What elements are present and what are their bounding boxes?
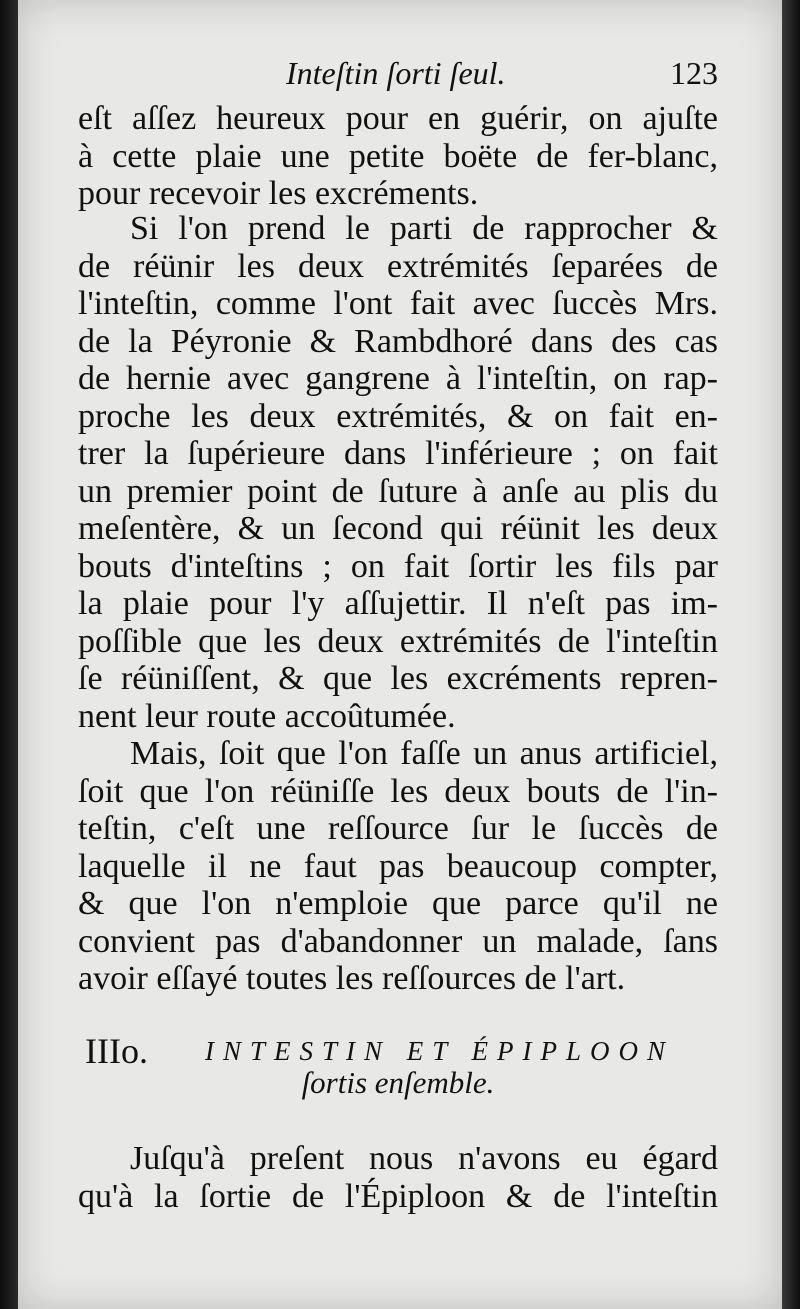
text-line: Si l'on prend le parti de rapprocher &: [130, 210, 718, 247]
page-header: [78, 55, 718, 95]
text-line: poſſible que les deux extrémités de l'inteſtin: [78, 622, 718, 660]
text-line: nent leur route accoûtumée.: [78, 697, 456, 735]
text-line: & que l'on n'emploie que parce qu'il ne: [78, 885, 718, 922]
text-line: la plaie pour l'y aſſujettir. Il n'eſt pas im-: [78, 585, 718, 622]
page-number: 123: [670, 55, 718, 91]
paragraph-1: [78, 100, 718, 213]
text-line: trer la ſupérieure dans l'inférieure ; on fait: [78, 435, 718, 472]
text-line: à cette plaie une petite boëte de fer-blanc,: [78, 137, 718, 175]
text-line: ſe réüniſſent, & que les excréments repren-: [78, 660, 718, 697]
text-line: meſentère, & un ſecond qui réünit les deux: [78, 510, 718, 547]
text-line: de hernie avec gangrene à l'inteſtin, on rap-: [78, 360, 718, 397]
paragraph-2: [78, 210, 718, 735]
text-line: ſoit que l'on réüniſſe les deux bouts de l'in-: [78, 772, 718, 810]
page-edge-right: [782, 0, 800, 1309]
text-line: bouts d'inteſtins ; on fait ſortir les fils par: [78, 547, 718, 585]
text-line: un premier point de ſuture à anſe au plis du: [78, 472, 718, 510]
text-line: teſtin, c'eſt une reſſource ſur le ſuccès de: [78, 810, 718, 847]
section-subtitle: ſortis enſemble.: [301, 1065, 495, 1100]
running-title: Inteſtin ſorti ſeul.: [286, 55, 506, 91]
text-line: proche les deux extrémités, & on fait en-: [78, 397, 718, 435]
text-line: avoir eſſayé toutes les reſſources de l'art.: [78, 960, 626, 997]
text-line: de la Péyronie & Rambdhoré dans des cas: [78, 322, 718, 360]
text-line: Juſqu'à preſent nous n'avons eu égard: [130, 1140, 718, 1177]
text-line: l'inteſtin, comme l'ont fait avec ſuccès Mrs.: [78, 285, 718, 322]
text-line: de réünir les deux extrémités ſeparées de: [78, 247, 718, 285]
section-number: IIIo.: [85, 1031, 148, 1071]
text-line: laquelle il ne faut pas beaucoup compter,: [78, 847, 718, 885]
binding-gutter-left: [0, 0, 18, 1309]
paragraph-4: [78, 1140, 718, 1215]
text-line: convient pas d'abandonner un malade, ſans: [78, 922, 718, 960]
text-line: Mais, ſoit que l'on faſſe un anus artificiel,: [130, 735, 718, 772]
section-title: INTESTIN ET ÉPIPLOON: [205, 1036, 675, 1066]
text-line: eſt aſſez heureux pour en guérir, on ajuſte: [78, 100, 718, 137]
text-line: pour recevoir les excréments.: [78, 175, 479, 212]
text-line: qu'à la ſortie de l'Épiploon & de l'inteſtin: [78, 1177, 718, 1215]
paragraph-3: [78, 735, 718, 998]
